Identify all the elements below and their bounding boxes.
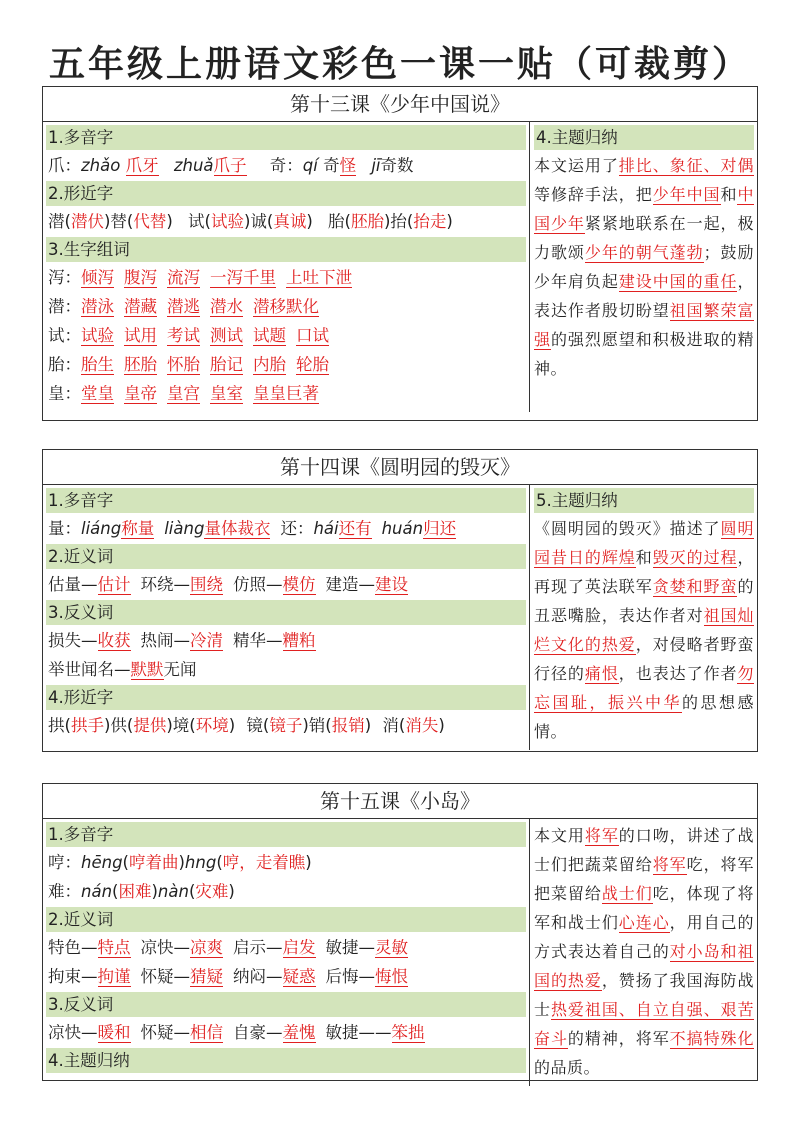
section-theme: 4.主题归纳 [46, 1048, 526, 1073]
section-polyphone: 1.多音字 [46, 822, 526, 847]
antonym-row: 举世闻名—默默无闻 [48, 660, 197, 679]
theme-summary: 《圆明园的毁灭》描述了圆明园昔日的辉煌和毁灭的过程，再现了英法联军贪婪和野蛮的丑恶嘴脸，表达作者对祖国灿烂文化的热爱，对侵略者野蛮行径的痛恨，也表达了作者勿忘国耻，振兴中华的思想感情。 [534, 519, 754, 741]
polyphone-row: 量：liáng称量 liàng量体裁衣 还：hái还有 huán归还 [48, 519, 457, 538]
word-group-row: 胎：胎生 胚胎 怀胎 胎记 内胎 轮胎 [48, 355, 329, 374]
section-theme: 4.主题归纳 [534, 125, 754, 150]
antonym-row: 损失—收获 热闹—冷清 精华—糟粕 [48, 631, 316, 650]
word-group-row: 泻：倾泻 腹泻 流泻 一泻千里 上吐下泄 [48, 268, 352, 287]
antonym-row: 凉快—暖和 怀疑—相信 自豪—羞愧 敏捷——笨拙 [48, 1023, 425, 1042]
polyphone-row: 爪：zhǎo 爪牙 zhuǎ爪子 奇：qí 奇怪 jī奇数 [48, 156, 414, 175]
section-synonyms: 2.近义词 [46, 907, 526, 932]
section-polyphone: 1.多音字 [46, 488, 526, 513]
synonym-row: 拘束—拘谨 怀疑—猜疑 纳闷—疑惑 后悔—悔恨 [48, 967, 408, 986]
section-similar-chars: 2.形近字 [46, 181, 526, 206]
lesson-13-title: 第十三课《少年中国说》 [43, 87, 757, 122]
word-group-row: 皇：堂皇 皇帝 皇宫 皇室 皇皇巨著 [48, 384, 319, 403]
section-similar-chars: 4.形近字 [46, 685, 526, 710]
word-group-row: 潜：潜泳 潜藏 潜逃 潜水 潜移默化 [48, 297, 319, 316]
section-theme: 5.主题归纳 [534, 488, 754, 513]
section-word-groups: 3.生字组词 [46, 237, 526, 262]
section-antonyms: 3.反义词 [46, 992, 526, 1017]
synonym-row: 特色—特点 凉快—凉爽 启示—启发 敏捷—灵敏 [48, 938, 408, 957]
lesson-13-card [42, 86, 758, 421]
theme-summary: 本文用将军的口吻，讲述了战士们把蔬菜留给将军吃，将军把菜留给战士们吃，体现了将军和战士们心连心，用自己的方式表达着自己的对小岛和祖国的热爱，赞扬了我国海防战士热爱祖国、自立自强、艰苦奋斗的精神，将军不搞特殊化的品质。 [534, 826, 754, 1077]
lesson-15-card [42, 783, 758, 1081]
section-synonyms: 2.近义词 [46, 544, 526, 569]
lesson-14-card [42, 449, 758, 752]
lesson-14-title: 第十四课《圆明园的毁灭》 [43, 450, 757, 485]
section-polyphone: 1.多音字 [46, 125, 526, 150]
word-group-row: 试：试验 试用 考试 测试 试题 口试 [48, 326, 329, 345]
similar-chars-row: 拱(拱手)供(提供)境(环境) 镜(镜子)销(报销) 消(消失) [48, 716, 445, 735]
polyphone-row: 哼：hēng(哼着曲)hng(哼，走着瞧) [48, 853, 312, 872]
theme-summary: 本文运用了排比、象征、对偶等修辞手法，把少年中国和中国少年紧紧地联系在一起，极力歌颂少年的朝气蓬勃；鼓励少年肩负起建设中国的重任，表达作者殷切盼望祖国繁荣富强的强烈愿望和积极进取的精神。 [534, 156, 754, 378]
polyphone-row: 难：nán(困难)nàn(灾难) [48, 882, 235, 901]
similar-chars-row: 潜(潜伏)替(代替) 试(试验)诚(真诚) 胎(胚胎)抬(抬走) [48, 212, 453, 231]
page-title: 五年级上册语文彩色一课一贴（可裁剪） [48, 44, 751, 85]
section-antonyms: 3.反义词 [46, 600, 526, 625]
synonym-row: 估量—估计 环绕—围绕 仿照—模仿 建造—建设 [48, 575, 408, 594]
lesson-15-title: 第十五课《小岛》 [43, 784, 757, 819]
